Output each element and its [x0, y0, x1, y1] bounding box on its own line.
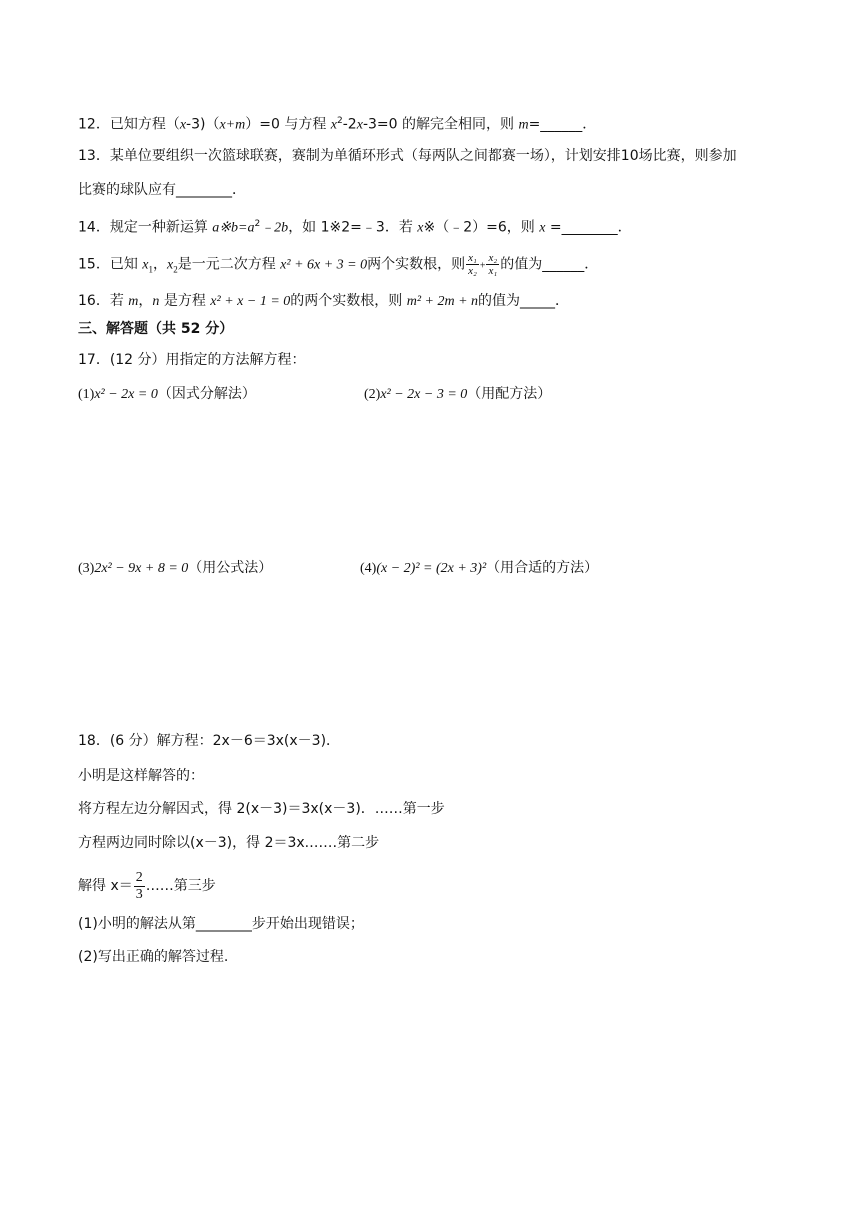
q16-equation: x² + x − 1 = 0 — [210, 294, 291, 309]
q12-text: -2 — [342, 116, 357, 133]
q15-blank: 的值为______． — [500, 256, 599, 273]
q12-var: x — [179, 117, 187, 133]
q18-line-fraction — [78, 866, 216, 906]
q17-part-4 — [360, 558, 598, 579]
q16-text: 是方程 — [159, 293, 211, 309]
q18-fraction-den: 3 — [135, 886, 143, 902]
q18-part-2: (2)写出正确的解答过程. — [78, 949, 229, 965]
part-method: （因式分解法） — [157, 386, 256, 402]
part-label: (3) — [78, 561, 95, 576]
q18-line: 小明是这样解答的： — [78, 768, 204, 784]
q14-blank: =________． — [545, 219, 632, 236]
q12-text: -3)（ — [186, 116, 220, 133]
q15-plus: + — [479, 260, 486, 272]
q18-line: 方程两边同时除以(x－3)，得 2＝3x.……第二步 — [78, 835, 380, 851]
q16-text: 的两个实数根，则 — [290, 293, 407, 309]
q16-expression: m² + 2m + n — [406, 294, 479, 309]
q12-var: x+m — [219, 117, 246, 133]
q16-text: ， — [138, 293, 153, 309]
q15-text: 15．已知 — [78, 256, 143, 273]
part-equation: x² − 2x − 3 = 0 — [380, 387, 468, 402]
q15-var: x — [142, 257, 149, 273]
q14-var: x — [417, 220, 424, 236]
q14-expr: a※b=a — [212, 220, 255, 236]
q16-text: 16．若 — [78, 293, 129, 309]
part-method: （用配方法） — [467, 386, 552, 402]
question-15 — [78, 252, 598, 279]
q15-fraction-num: x₁ — [468, 252, 477, 264]
q14-text: ※（﹣2）=6，则 — [423, 219, 540, 236]
part-label: (1) — [78, 387, 95, 402]
q15-subscript: 1 — [148, 264, 153, 275]
q12-var: x — [356, 117, 363, 133]
question-16 — [78, 291, 569, 312]
q18-part-1: (1)小明的解法从第________步开始出现错误； — [78, 916, 364, 932]
q15-text: 两个实数根，则 — [367, 256, 466, 273]
q18-fraction-num: 2 — [135, 869, 143, 885]
q12-text: ）=0 与方程 — [245, 116, 331, 133]
question-17-title: 17．(12 分）用指定的方法解方程： — [78, 352, 306, 368]
part-method: （用合适的方法） — [486, 560, 599, 576]
q14-text: 14．规定一种新运算 — [78, 219, 213, 236]
q12-text: 12．已知方程（ — [78, 116, 180, 133]
q15-var: x — [166, 257, 174, 273]
q12-var: m — [518, 117, 529, 133]
part-label: (2) — [364, 387, 381, 402]
q18-fraction — [134, 870, 145, 903]
part-label: (4) — [360, 561, 377, 576]
q18-text: ……第三步 — [145, 878, 216, 894]
q17-part-1 — [78, 384, 256, 405]
part-equation: (x − 2)² = (2x + 3)² — [376, 561, 487, 576]
q15-fraction-den: x₂ — [468, 265, 477, 277]
q12-var: x — [330, 117, 338, 133]
question-12 — [78, 111, 596, 136]
q14-text: ，如 1※2=﹣3．若 — [288, 219, 418, 236]
q17-part-2 — [364, 384, 551, 405]
q15-fraction-den: x₁ — [488, 265, 498, 277]
q12-exponent: 2 — [337, 116, 343, 126]
q14-exponent: 2 — [254, 219, 261, 229]
question-18-title: 18．(6 分）解方程：2x－6＝3x(x－3)． — [78, 733, 341, 749]
q14-var: x — [539, 220, 546, 236]
q14-expr: ﹣2b — [260, 220, 289, 236]
part-method: （用公式法） — [188, 560, 273, 576]
q12-blank: =______． — [528, 116, 597, 133]
question-14 — [78, 214, 632, 239]
q15-fraction-1 — [466, 252, 479, 277]
q15-fraction-2 — [486, 252, 499, 277]
section-heading: 三、解答题（共 52 分） — [78, 321, 234, 337]
q15-fraction-num: x₂ — [488, 252, 498, 264]
q17-part-3 — [78, 558, 272, 579]
q15-subscript: 2 — [173, 264, 178, 275]
part-equation: 2x² − 9x + 8 = 0 — [94, 561, 189, 576]
q12-text: -3=0 的解完全相同，则 — [362, 116, 519, 133]
q15-text: 是一元二次方程 — [177, 256, 281, 273]
q16-var: m — [128, 294, 139, 309]
q16-blank: 的值为_____． — [478, 293, 570, 309]
q18-line: 将方程左边分解因式，得 2(x－3)＝3x(x－3)．……第一步 — [78, 801, 445, 817]
question-13-line1: 13．某单位要组织一次篮球联赛，赛制为单循环形式（每两队之间都赛一场），计划安排10场比赛，则参加 — [78, 148, 737, 164]
q16-var: n — [152, 294, 160, 309]
q15-text: ， — [152, 256, 167, 273]
q18-text: 解得 x＝ — [78, 878, 133, 894]
q15-equation: x² + 6x + 3 = 0 — [280, 257, 368, 273]
question-13-line2: 比赛的球队应有________． — [78, 182, 246, 198]
part-equation: x² − 2x = 0 — [94, 387, 158, 402]
